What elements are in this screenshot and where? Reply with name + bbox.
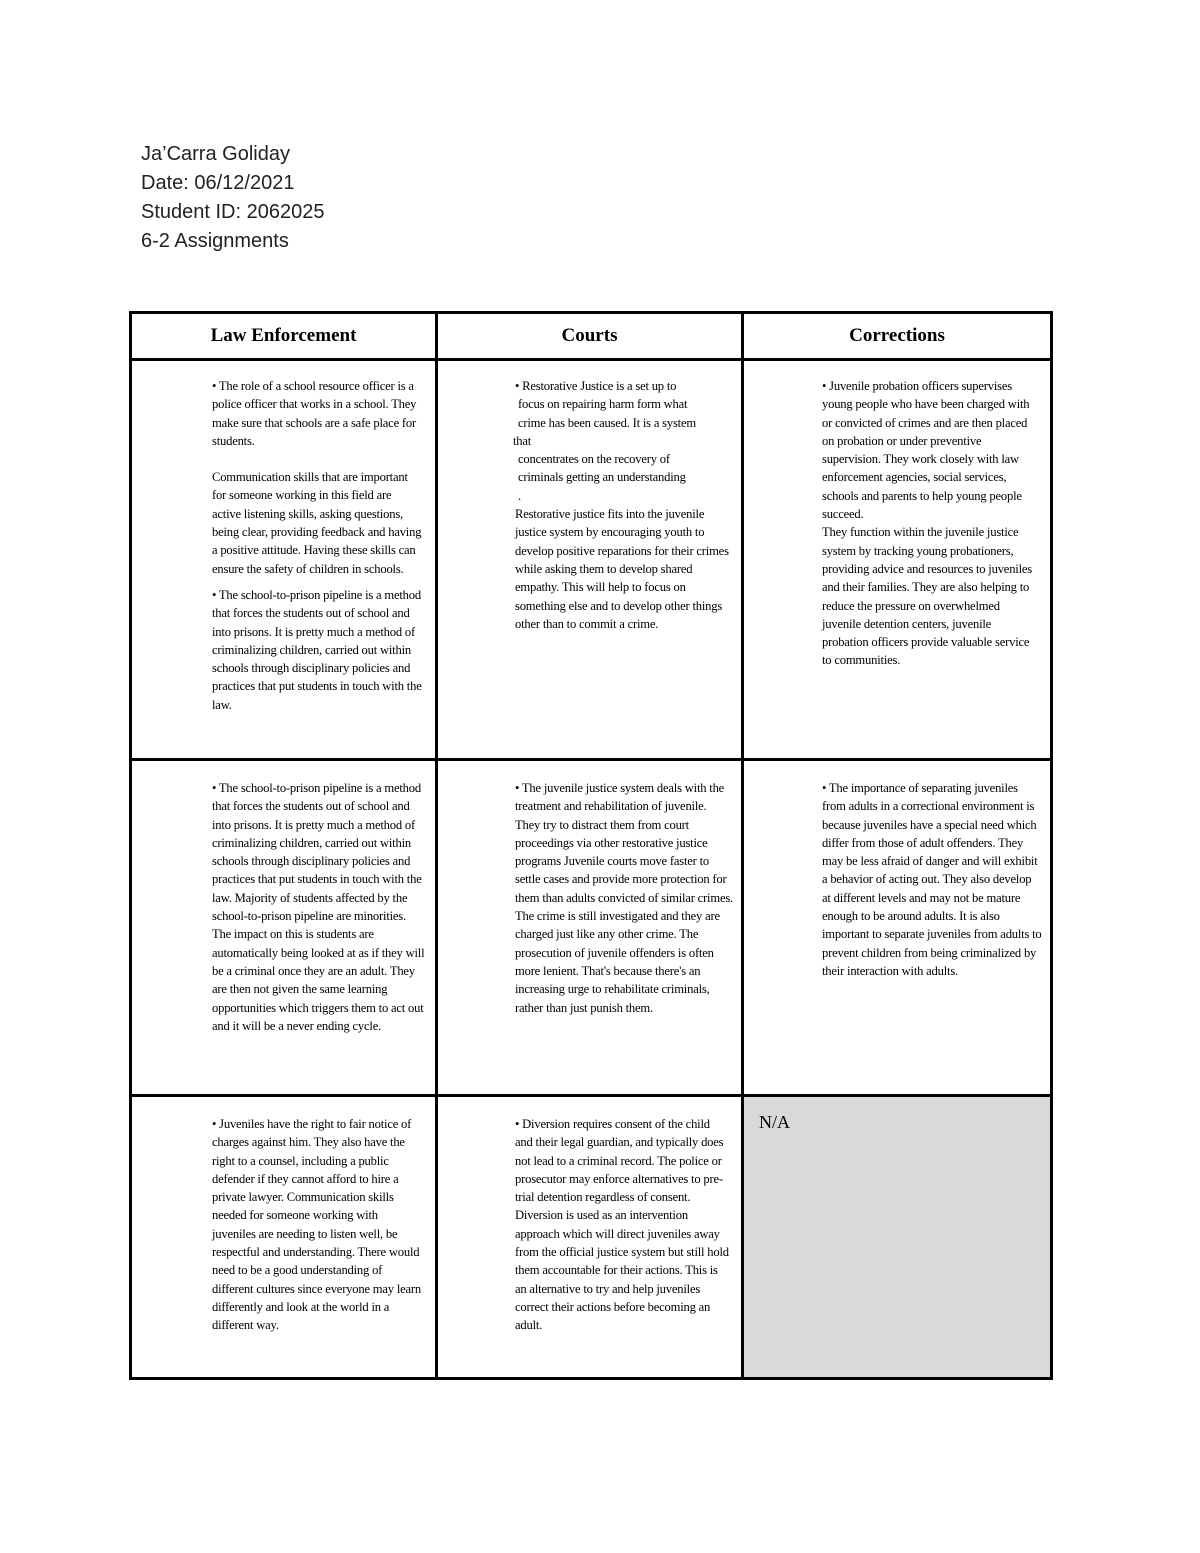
cell-corrections-row-2 [743,760,1052,1096]
not-applicable-label: N/A [759,1112,790,1132]
cell-courts-row-3 [437,1096,743,1379]
cell-law-enforcement-row-3 [131,1096,437,1379]
assignment-title: 6-2 Assignments [141,230,289,252]
juvenile-justice-system-text: • The juvenile justice system deals with the treatment and rehabilitation of juvenile. They try to distract them from court proceedings via other restorative justice programs Juvenile courts move faster to settle cases and provide more protection for them than adults convicted of similar crimes. The crime is still investigated and they are charged just like any other crime. The prosecution of juvenile offenders is often more lenient. That's because there's an increasing urge to rehabilitate criminals, rather than just punish them. [515,781,733,1015]
column-header-courts: Courts [437,313,743,360]
justice-roles-table [129,311,1053,1380]
diversion-text: • Diversion requires consent of the child and their legal guardian, and typically does not lead to a criminal record. The police or prosecutor may enforce alternatives to pre-trial detention regardless of consent. Diversion is used as an intervention approach which will direct juveniles away from the official justice system but still hold them accountable for their actions. This is an alternative to try and help juveniles correct their actions before becoming an adult. [515,1117,729,1333]
communication-skills-text: Communication skills that are important for someone working in this field are active listening skills, asking questions, being clear, providing feedback and having a positive attitude. Having these skills can ensure the safety of children in schools. [212,470,422,576]
column-header-law-enforcement: Law Enforcement [131,313,437,360]
student-name: Ja’Carra Goliday [141,143,290,165]
table-row [131,360,1052,760]
table-header-row [131,313,1052,360]
column-header-corrections: Corrections [743,313,1052,360]
restorative-justice-line: criminals getting an understanding [518,470,686,485]
cell-law-enforcement-row-2 [131,760,437,1096]
cell-courts-row-1 [437,360,743,760]
restorative-justice-line: • Restorative Justice is a set up to [515,379,677,393]
juvenile-rights-text: • Juveniles have the right to fair notice of charges against him. They also have the right to a counsel, including a public defender if they cannot afford to hire a private lawyer. Communication skills needed for someone working with juveniles are needing to listen well, be respectful and understanding. There would need to be a good understanding of different cultures since everyone may learn differently and look at the world in a different way. [212,1117,422,1333]
restorative-justice-line: focus on repairing harm form what [518,397,688,412]
student-id: Student ID: 2062025 [141,201,325,223]
restorative-justice-line: concentrates on the recovery of [518,452,670,467]
cell-corrections-row-1 [743,360,1052,760]
table-row [131,1096,1052,1379]
school-resource-officer-text: • The role of a school resource officer is a police officer that works in a school. They make sure that schools are a safe place for students. [212,379,417,448]
restorative-justice-line: . [518,488,521,503]
pipeline-impact-text: • The school-to-prison pipeline is a method that forces the students out of school and into prisons. It is pretty much a method of criminalizing children, carried out within schools through disciplinary policies and practices that put students in touch with the law. Majority of students affected by the school-to-prison pipeline are minorities. The impact on this is students are automatically being looked at as if they will be a criminal once they are an adult. They are then not given the same learning opportunities which triggers them to act out and it will be a never ending cycle. [212,781,425,1033]
cell-law-enforcement-row-1 [131,360,437,760]
probation-function-text: They function within the juvenile justice system by tracking young probationers, providing advice and resources to juveniles and their families. They are also helping to reduce the pressure on overwhelmed juvenile detention centers, juvenile probation officers provide valuable service to communities. [822,525,1032,668]
table-row [131,760,1052,1096]
school-to-prison-text: • The school-to-prison pipeline is a method that forces the students out of school and into prisons. It is pretty much a method of criminalizing children, carried out within schools through disciplinary policies and practices that put students in touch with the law. [212,587,422,712]
assignment-date: Date: 06/12/2021 [141,172,295,194]
probation-officers-text: • Juvenile probation officers supervises young people who have been charged with or convicted of crimes and are then placed on probation or under preventive supervision. They work closely with law enforcement agencies, social services, schools and parents to help young people succeed. [822,379,1030,522]
separation-importance-text: • The importance of separating juveniles from adults in a correctional environment is because juveniles have a special need which differ from those of adult offenders. They may be less afraid of danger and will exhibit a behavior of acting out. They also develop at different levels and may not be mature enough to be around adults. It is also important to separate juveniles from adults to prevent children from being criminalized by their interaction with adults. [822,781,1042,978]
document-header [141,140,324,256]
restorative-justice-line: crime has been caused. It is a system [518,415,696,430]
cell-corrections-row-3 [743,1096,1052,1379]
restorative-justice-fit-text: Restorative justice fits into the juvenile justice system by encouraging youth to develop positive reparations for their crimes while asking them to develop shared empathy. This will help to focus on something else and to develop other things other than to commit a crime. [515,507,729,631]
restorative-justice-line: that [513,433,532,448]
cell-courts-row-2 [437,760,743,1096]
